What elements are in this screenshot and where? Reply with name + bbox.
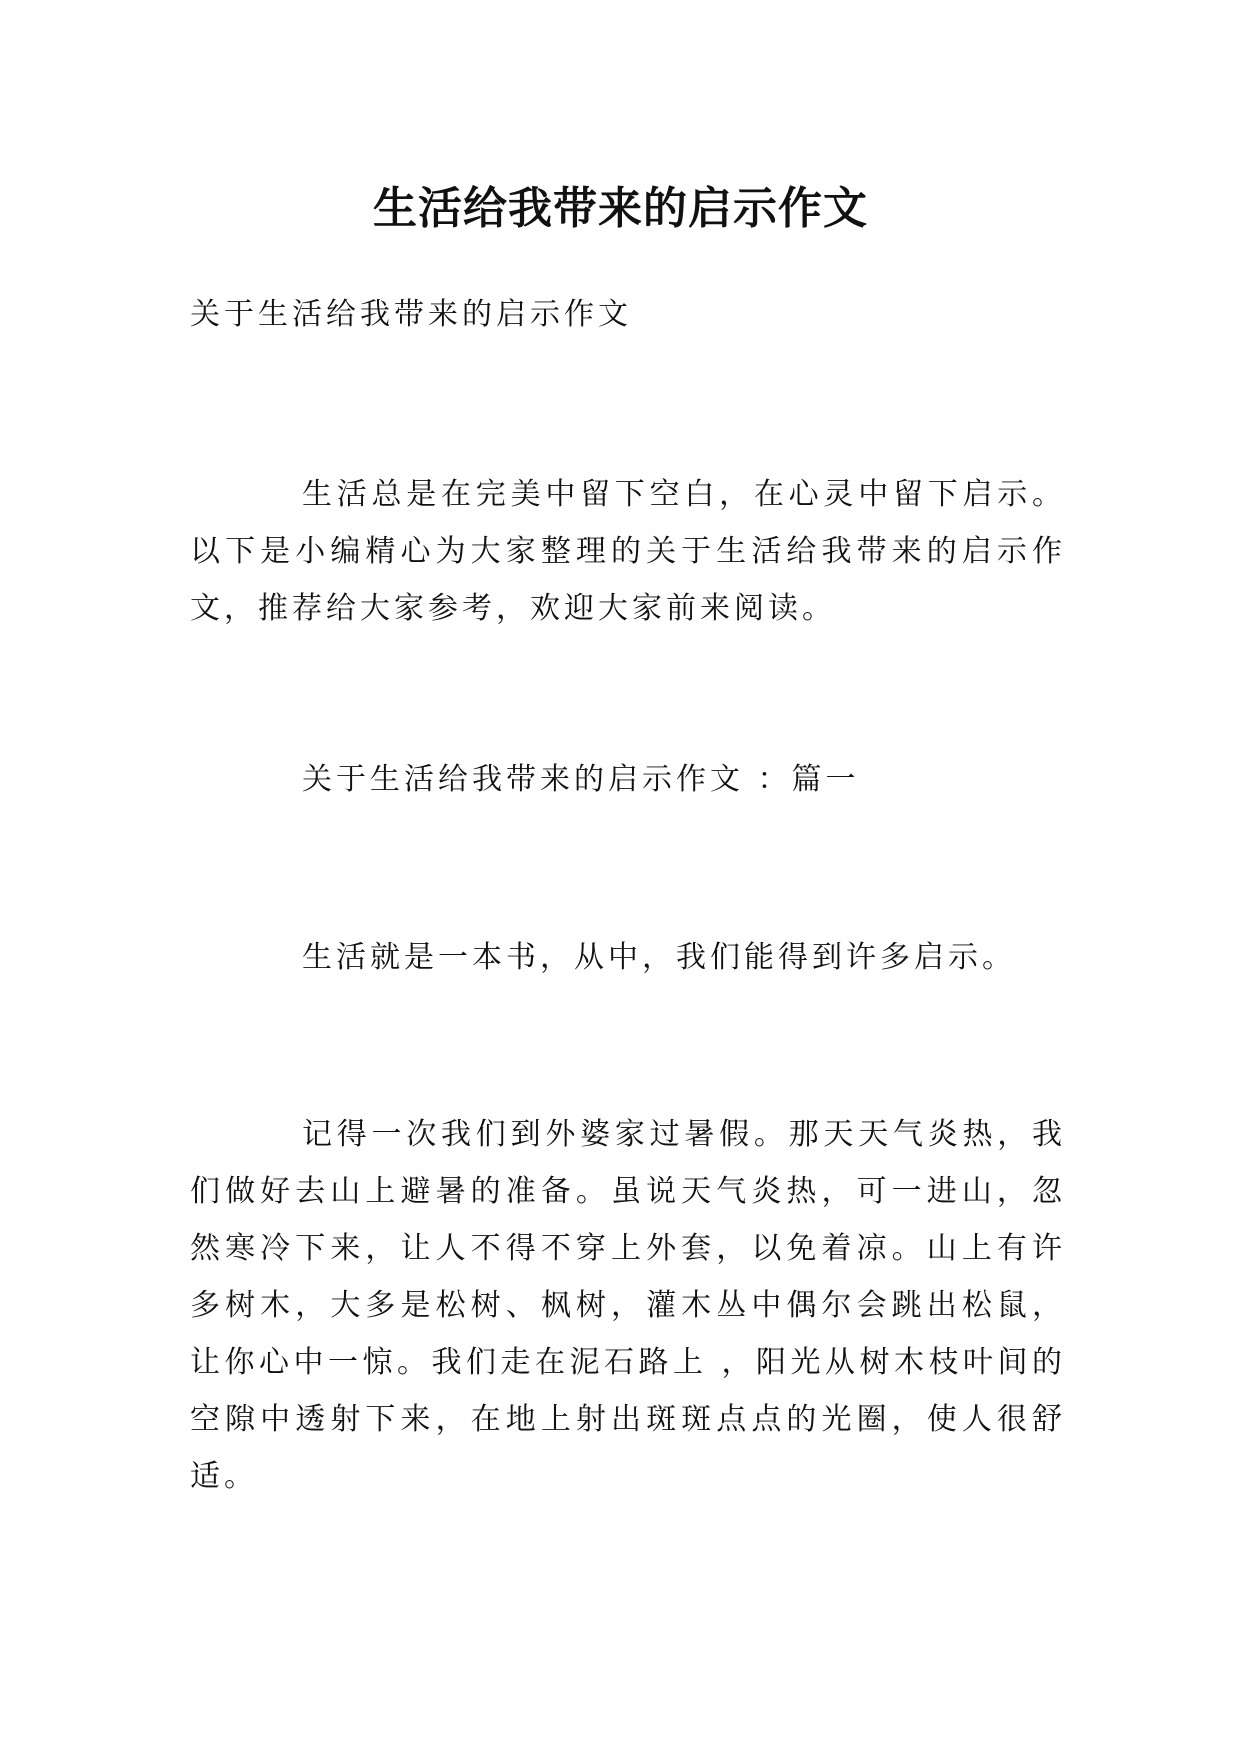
- body-paragraph-1: 生活就是一本书，从中，我们能得到许多启示。: [302, 940, 1016, 975]
- intro-paragraph: 生活总是在完美中留下空白，在心灵中留下启示。以下是小编精心为大家整理的关于生活给我带来的启示作文，推荐给大家参考，欢迎大家前来阅读。: [190, 477, 1066, 626]
- subtitle: 关于生活给我带来的启示作文: [190, 297, 632, 332]
- section-heading: 关于生活给我带来的启示作文 ：篇一: [302, 762, 860, 797]
- page-title: 生活给我带来的启示作文: [373, 183, 868, 235]
- body-paragraph-2: 记得一次我们到外婆家过暑假。那天天气炎热，我们做好去山上避暑的准备。虽说天气炎热，可一进山，忽然寒冷下来，让人不得不穿上外套，以免着凉。山上有许多树木，大多是松树、枫树，灌木丛中偶尔会跳出松鼠，让你心中一惊。我们走在泥石路上 ，阳光从树木枝叶间的空隙中透射下来，在地上射出斑斑点点的光圈，使人很舒适。: [190, 1117, 1066, 1494]
